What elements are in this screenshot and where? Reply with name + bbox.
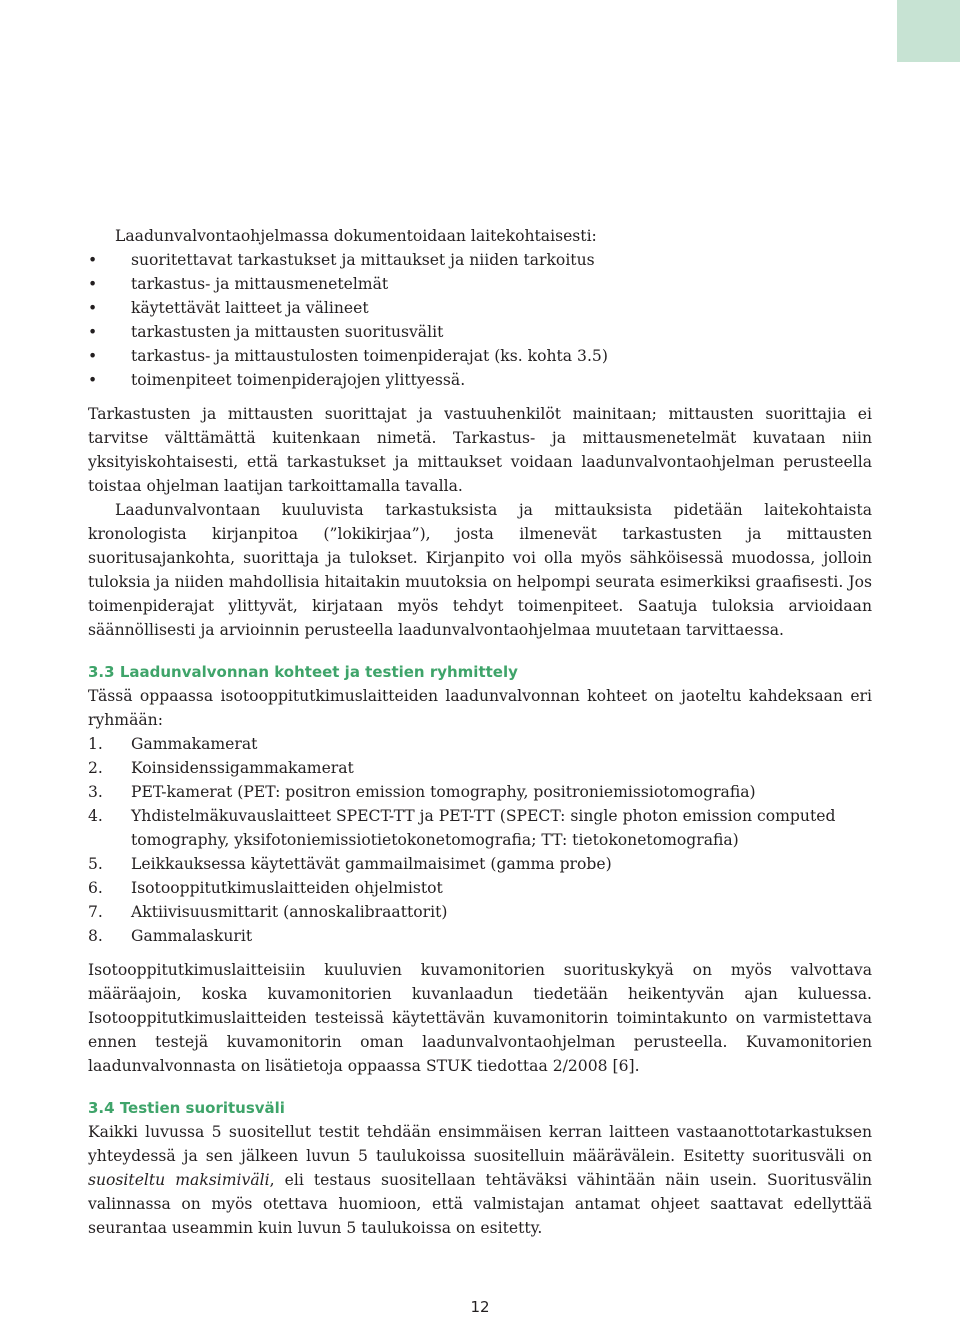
list-item: 2. Koinsidenssigammakamerat — [88, 759, 354, 777]
list-item: 3. PET-kamerat (PET: positron emission tomography, positroniemissiotomografia) — [88, 783, 756, 801]
device-group-list — [88, 732, 872, 948]
section-title: Laadunvalvonnan kohteet ja testien ryhmittely — [119, 663, 518, 681]
list-item: 4. Yhdistelmäkuvauslaitteet SPECT-TT ja PET-TT (SPECT: single photon emission computed tomography, yksifotoniemissiotietokonetomografia; TT: tietokonetomografia) — [88, 807, 836, 849]
corner-tab — [897, 0, 960, 62]
bullet-item: • tarkastusten ja mittausten suoritusvälit — [88, 320, 872, 344]
section-number: 3.3 — [88, 663, 115, 681]
page-number: 12 — [470, 1298, 490, 1316]
list-item: 1. Gammakamerat — [88, 735, 258, 753]
section-heading-3-3 — [88, 660, 872, 684]
section-3-3-lead: Tässä oppaassa isotooppitutkimuslaitteiden laadunvalvonnan kohteet on jaoteltu kahdeksaan eri ryhmään: — [88, 687, 872, 729]
page-content — [88, 224, 872, 1240]
intro-text: Laadunvalvontaohjelmassa dokumentoidaan laitekohtaisesti: — [115, 227, 597, 245]
list-item: 8. Gammalaskurit — [88, 927, 253, 945]
section-heading-3-4 — [88, 1096, 872, 1120]
list-item: 5. Leikkauksessa käytettävät gammailmaisimet (gamma probe) — [88, 855, 612, 873]
bullet-list — [88, 248, 872, 392]
paragraph-monitors: Isotooppitutkimuslaitteisiin kuuluvien kuvamonitorien suorituskykyä on myös valvottava määräajoin, koska kuvamonitorien kuvanlaadun tiedetään heikentyvän ajan kuluessa. Isotooppitutkimuslaitteiden testeissä käytettävän kuvamonitorin toimintakunto on varmistettava ennen testejä kuvamonitorin oman laadunvalvontaohjelman perusteella. Kuvamonitorien laadunvalvonnasta on lisätietoja oppaassa STUK tiedottaa 2/2008 [6]. — [88, 961, 872, 1075]
list-item: 7. Aktiivisuusmittarit (annoskalibraattorit) — [88, 903, 448, 921]
bullet-item: • suoritettavat tarkastukset ja mittaukset ja niiden tarkoitus — [88, 248, 872, 272]
emphasis-text: suositeltu maksimiväli — [88, 1171, 270, 1189]
bullet-item: • käytettävät laitteet ja välineet — [88, 296, 872, 320]
paragraph-test-interval: Kaikki luvussa 5 suositellut testit tehdään ensimmäisen kerran laitteen vastaanottotarkastuksen yhteydessä ja sen jälkeen luvun 5 taulukoissa suositelluin määrävälein. Esitetty suoritusväli on suositeltu maksimiväli, eli testaus suositellaan tehtäväksi vähintään näin usein. Suoritusvälin valinnassa on myös otettava huomioon, että valmistajan antamat ohjeet saattavat edellyttää seurantaa useammin kuin luvun 5 taulukoissa on esitetty. — [88, 1123, 872, 1237]
section-number: 3.4 — [88, 1099, 115, 1117]
bullet-item: • tarkastus- ja mittaustulosten toimenpiderajat (ks. kohta 3.5) — [88, 344, 872, 368]
paragraph-logbook: Laadunvalvontaan kuuluvista tarkastuksista ja mittauksista pidetään laitekohtaista kronologista kirjanpitoa (”lokikirjaa”), josta ilmenevät tarkastusten ja mittausten suoritusajankohta, suorittaja ja tulokset. Kirjanpito voi olla myös sähköisessä muodossa, jolloin tuloksia ja niiden mahdollisia hitaitakin muutoksia on helpompi seurata esimerkiksi graafisesti. Jos toimenpiderajat ylittyvät, kirjataan myös tehdyt toimenpiteet. Saatuja tuloksia arvioidaan säännöllisesti ja arvioinnin perusteella laadunvalvontaohjelmaa muutetaan tarvittaessa. — [88, 501, 872, 639]
list-item: 6. Isotooppitutkimuslaitteiden ohjelmistot — [88, 879, 443, 897]
section-title: Testien suoritusväli — [119, 1099, 285, 1117]
bullet-item: • tarkastus- ja mittausmenetelmät — [88, 272, 872, 296]
paragraph-responsibilities: Tarkastusten ja mittausten suorittajat ja vastuuhenkilöt mainitaan; mittausten suorittajia ei tarvitse välttämättä kuitenkaan nimetä. Tarkastus- ja mittausmenetelmät kuvataan niin yksityiskohtaisesti, että tarkastukset ja mittaukset voidaan laadunvalvontaohjelman perusteella toistaa ohjelman laatijan tarkoittamalla tavalla. — [88, 405, 872, 495]
bullet-item: • toimenpiteet toimenpiderajojen ylittyessä. — [88, 368, 872, 392]
